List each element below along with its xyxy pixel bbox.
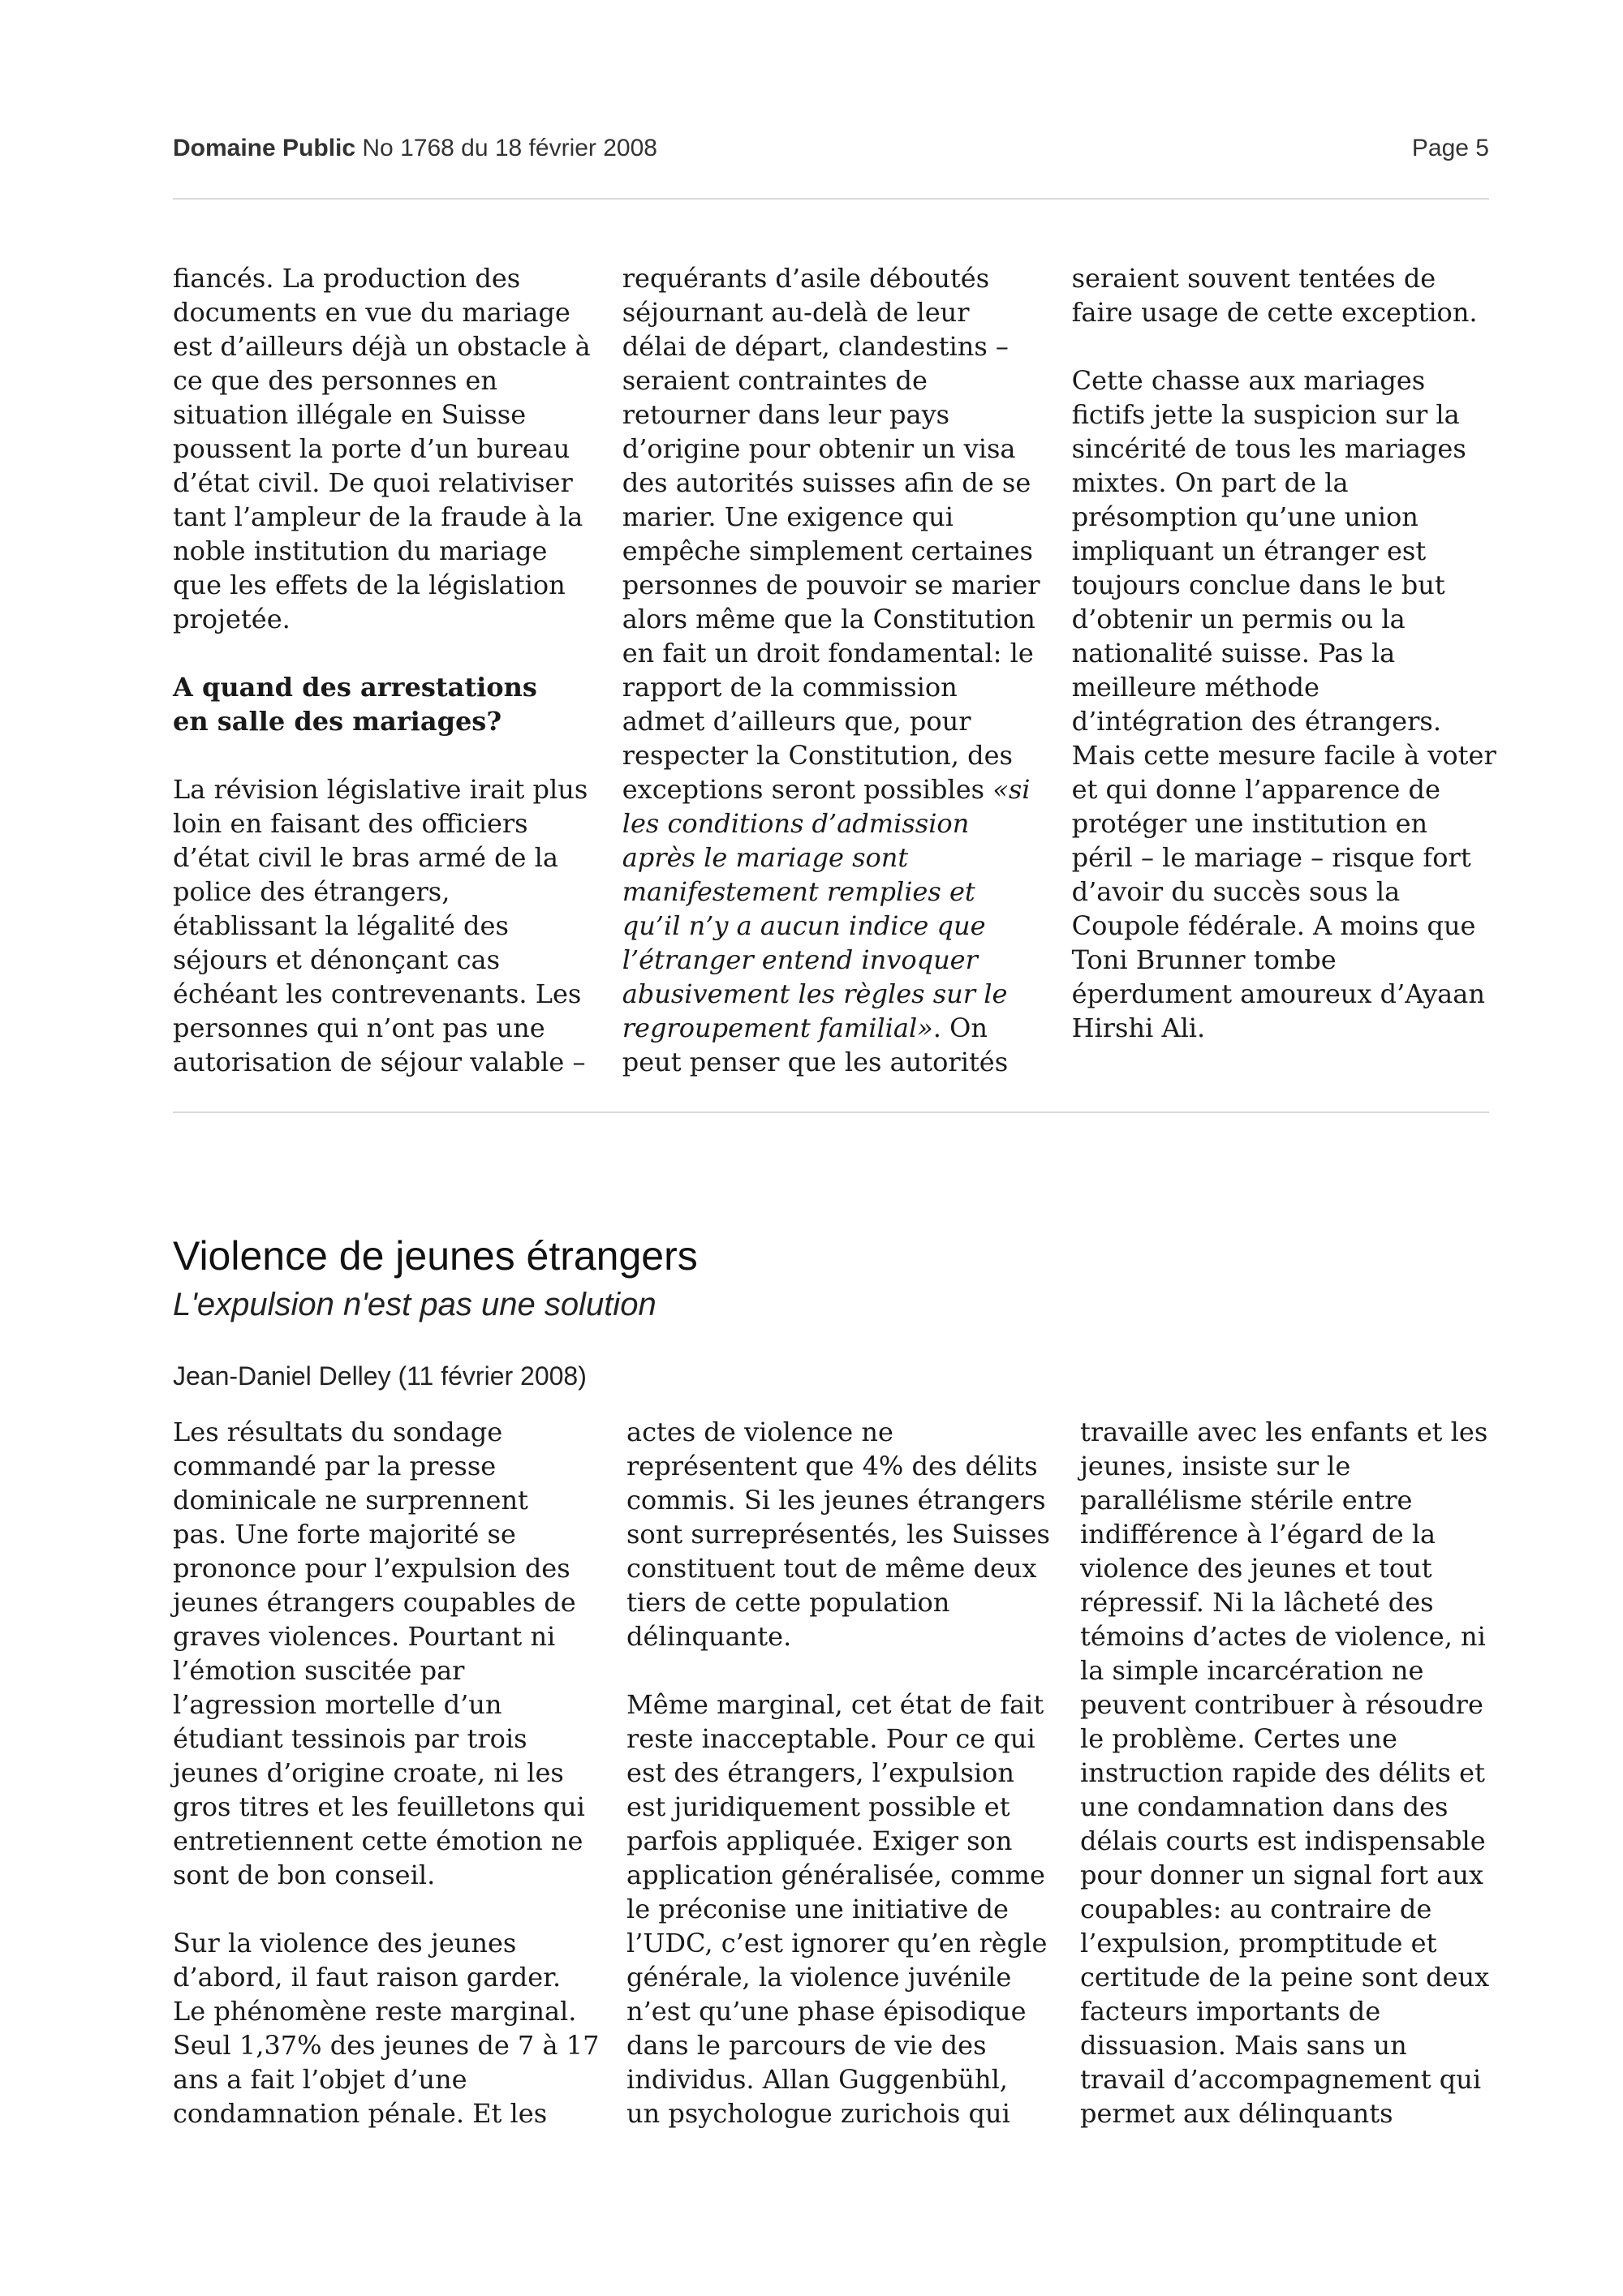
- paragraph: fiancés. La production des documents en vue du mariage est d’ailleurs déjà un obstacle à ce que des personnes en situation illégale en Suisse poussent la porte d’un bureau d’état civil. De quoi relativiser tant l’ampleur de la fraude à la noble institution du mariage que les effets de la législation projetée.: [173, 263, 591, 634]
- quotation: qu’il n’y a aucun indice que: [622, 910, 986, 941]
- issue-info: No 1768 du 18 février 2008: [362, 135, 657, 161]
- top-article-column-1: [173, 261, 591, 1079]
- quotation: «si: [992, 774, 1031, 805]
- paragraph: Sur la violence des jeunes d’abord, il faut raison garder. Le phénomène reste marginal. Seul 1,37% des jeunes de 7 à 17 ans a fait l’objet d’une condamnation pénale. Et les: [173, 1928, 600, 2129]
- paragraph: actes de violence ne représentent que 4% des délits commis. Si les jeunes étrangers sont surreprésentés, les Suisses constituent tout de même deux tiers de cette population délinquante.: [626, 1417, 1050, 1652]
- article-byline: Jean-Daniel Delley (11 février 2008): [173, 1361, 587, 1391]
- quotation: manifestement remplies et: [622, 876, 975, 907]
- quotation: regroupement familial»: [622, 1013, 933, 1043]
- paragraph: Même marginal, cet état de fait reste inacceptable. Pour ce qui est des étrangers, l’expulsion est juridiquement possible et parfois appliquée. Exiger son application généralisée, comme le préconise une initiative de l’UDC, c’est ignorer qu’en règle générale, la violence juvénile n’est qu’une phase épisodique dans le parcours de vie des individus. Allan Guggenbühl, un psychologue zurichois qui: [626, 1689, 1048, 2129]
- top-article-columns: [173, 261, 1496, 1079]
- top-article-column-3: [1072, 261, 1494, 1079]
- article-column-1: [173, 1415, 600, 2130]
- publication-name: Domaine Public: [173, 135, 356, 161]
- article-columns: [173, 1415, 1489, 2130]
- paragraph: seraient souvent tentées de faire usage de cette exception.: [1071, 263, 1478, 328]
- quotation: l’étranger entend invoquer: [622, 944, 978, 975]
- quotation: abusivement les règles sur le: [622, 978, 1008, 1009]
- article-divider: [173, 1111, 1489, 1113]
- header-divider: [173, 198, 1489, 200]
- article-column-2: [626, 1415, 1048, 2130]
- page-header: [173, 135, 1489, 162]
- top-article-column-2: [622, 261, 1040, 1079]
- article-title: Violence de jeunes étrangers: [173, 1233, 698, 1279]
- paragraph: requérants d’asile déboutés séjournant au-delà de leur délai de départ, clandestins – seraient contraintes de retourner dans leur pays d’origine pour obtenir un visa des autorités suisses afin de se marier. Une exigence qui empêche simplement certaines personnes de pouvoir se marier alors même que la Constitution en fait un droit fondamental: le rapport de la commission admet d’ailleurs que, pour respecter la Constitution, des exceptions seront possibles «si les conditions d’admission après le mariage sont manifestement remplies et qu’il n’y a aucun indice que l’étranger entend invoquer abusivement les règles sur le regroupement familial». On peut penser que les autorités: [622, 263, 1040, 1077]
- quotation: les conditions d’admission: [622, 808, 970, 839]
- article-column-3: [1080, 1415, 1489, 2130]
- paragraph: Cette chasse aux mariages fictifs jette la suspicion sur la sincérité de tous les mariages mixtes. On part de la présomption qu’une union impliquant un étranger est toujours conclue dans le but d’obtenir un permis ou la nationalité suisse. Pas la meilleure méthode d’intégration des étrangers. Mais cette mesure facile à voter et qui donne l’apparence de protéger une institution en péril – le mariage – risque fort d’avoir du succès sous la Coupole fédérale. A moins que Toni Brunner tombe éperdument amoureux d’Ayaan Hirshi Ali.: [1071, 365, 1496, 1043]
- paragraph: travaille avec les enfants et les jeunes, insiste sur le parallélisme stérile entre indifférence à l’égard de la violence des jeunes et tout répressif. Ni la lâcheté des témoins d’actes de violence, ni la simple incarcération ne peuvent contribuer à résoudre le problème. Certes une instruction rapide des délits et une condamnation dans des délais courts est indispensable pour donner un signal fort aux coupables: au contraire de l’expulsion, promptitude et certitude de la peine sont deux facteurs importants de dissuasion. Mais sans un travail d’accompagnement qui permet aux délinquants: [1080, 1417, 1490, 2129]
- paragraph: Les résultats du sondage commandé par la presse dominicale ne surprennent pas. Une forte majorité se prononce pour l’expulsion des jeunes étrangers coupables de graves violences. Pourtant ni l’émotion suscitée par l’agression mortelle d’un étudiant tessinois par trois jeunes d’origine croate, ni les gros titres et les feuilletons qui entretiennent cette émotion ne sont de bon conseil.: [173, 1417, 585, 1890]
- page-number: Page 5: [1411, 135, 1489, 161]
- article-subtitle: L'expulsion n'est pas une solution: [173, 1287, 657, 1322]
- quotation: après le mariage sont: [622, 842, 909, 873]
- section-heading: A quand des arrestations en salle des mariages?: [173, 672, 537, 737]
- paragraph: La révision législative irait plus loin en faisant des officiers d’état civil le bras armé de la police des étrangers, établissant la légalité des séjours et dénonçant cas échéant les contrevenants. Les personnes qui n’ont pas une autorisation de séjour valable –: [173, 774, 588, 1077]
